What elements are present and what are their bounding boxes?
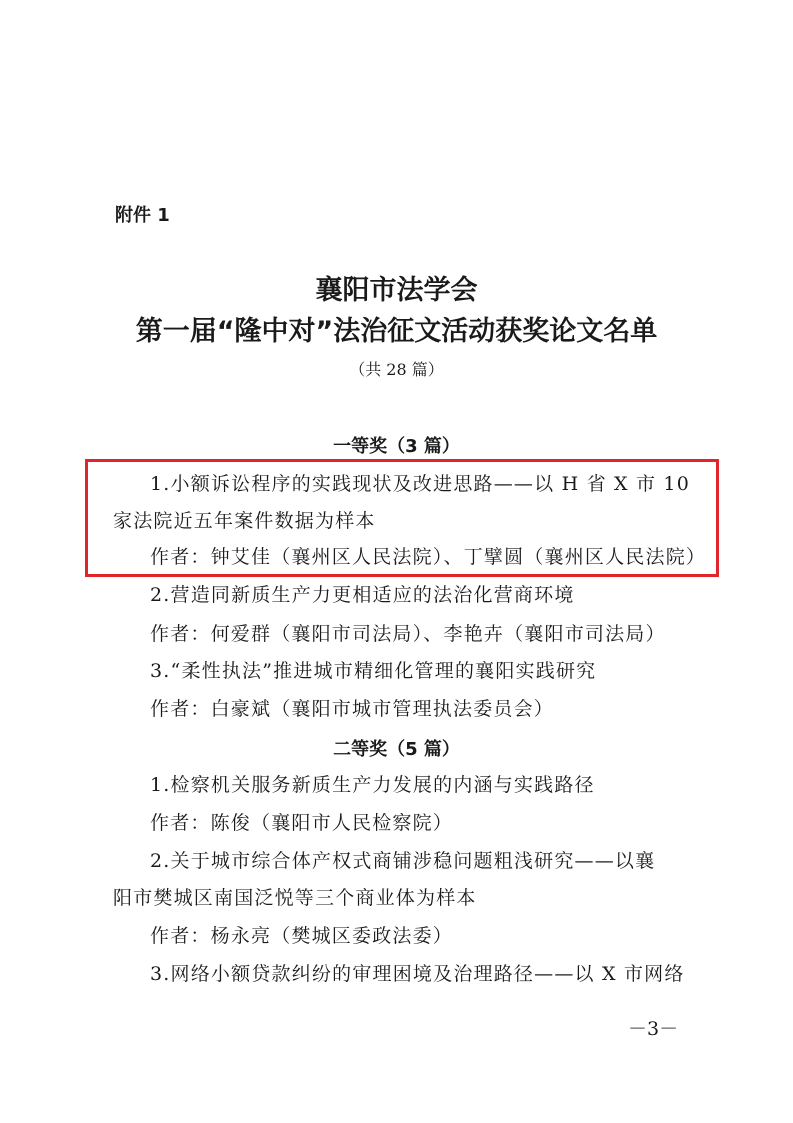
entry-author-line: 作者：陈俊（襄阳市人民检察院） xyxy=(150,812,454,834)
page-number: －3－ xyxy=(628,1018,679,1040)
entry-title-line: 阳市樊城区南国泛悦等三个商业体为样本 xyxy=(113,887,477,909)
document-title: 第一届“隆中对”法治征文活动获奖论文名单 xyxy=(135,316,658,347)
highlight-box xyxy=(85,459,719,577)
entry-title-line: 家法院近五年案件数据为样本 xyxy=(113,510,376,532)
section-heading-first-prize: 一等奖（3 篇） xyxy=(333,436,460,457)
entry-title-line: 3.“柔性执法”推进城市精细化管理的襄阳实践研究 xyxy=(150,660,597,682)
entry-title-line: 3.网络小额贷款纠纷的审理困境及治理路径——以 X 市网络 xyxy=(150,963,685,985)
section-heading-second-prize: 二等奖（5 篇） xyxy=(333,739,460,760)
attachment-label: 附件 1 xyxy=(115,205,170,226)
entry-author-line: 作者：何爱群（襄阳市司法局）、李艳卉（襄阳市司法局） xyxy=(150,623,666,645)
entry-author-line: 作者：白豪斌（襄阳市城市管理执法委员会） xyxy=(150,698,555,720)
entry-title-line: 2.营造同新质生产力更相适应的法治化营商环境 xyxy=(150,584,575,606)
entry-title-line: 1.检察机关服务新质生产力发展的内涵与实践路径 xyxy=(150,774,595,796)
entry-title-line: 2.关于城市综合体产权式商铺涉稳问题粗浅研究——以襄 xyxy=(150,850,656,872)
entry-author-line: 作者：杨永亮（樊城区委政法委） xyxy=(150,925,454,947)
document-title-org: 襄阳市法学会 xyxy=(315,275,478,306)
entry-author-line: 作者：钟艾佳（襄州区人民法院）、丁擘圆（襄州区人民法院） xyxy=(150,546,707,568)
total-count: （共 28 篇） xyxy=(349,360,444,379)
entry-title-line: 1.小额诉讼程序的实践现状及改进思路——以 H 省 X 市 10 xyxy=(150,473,690,495)
